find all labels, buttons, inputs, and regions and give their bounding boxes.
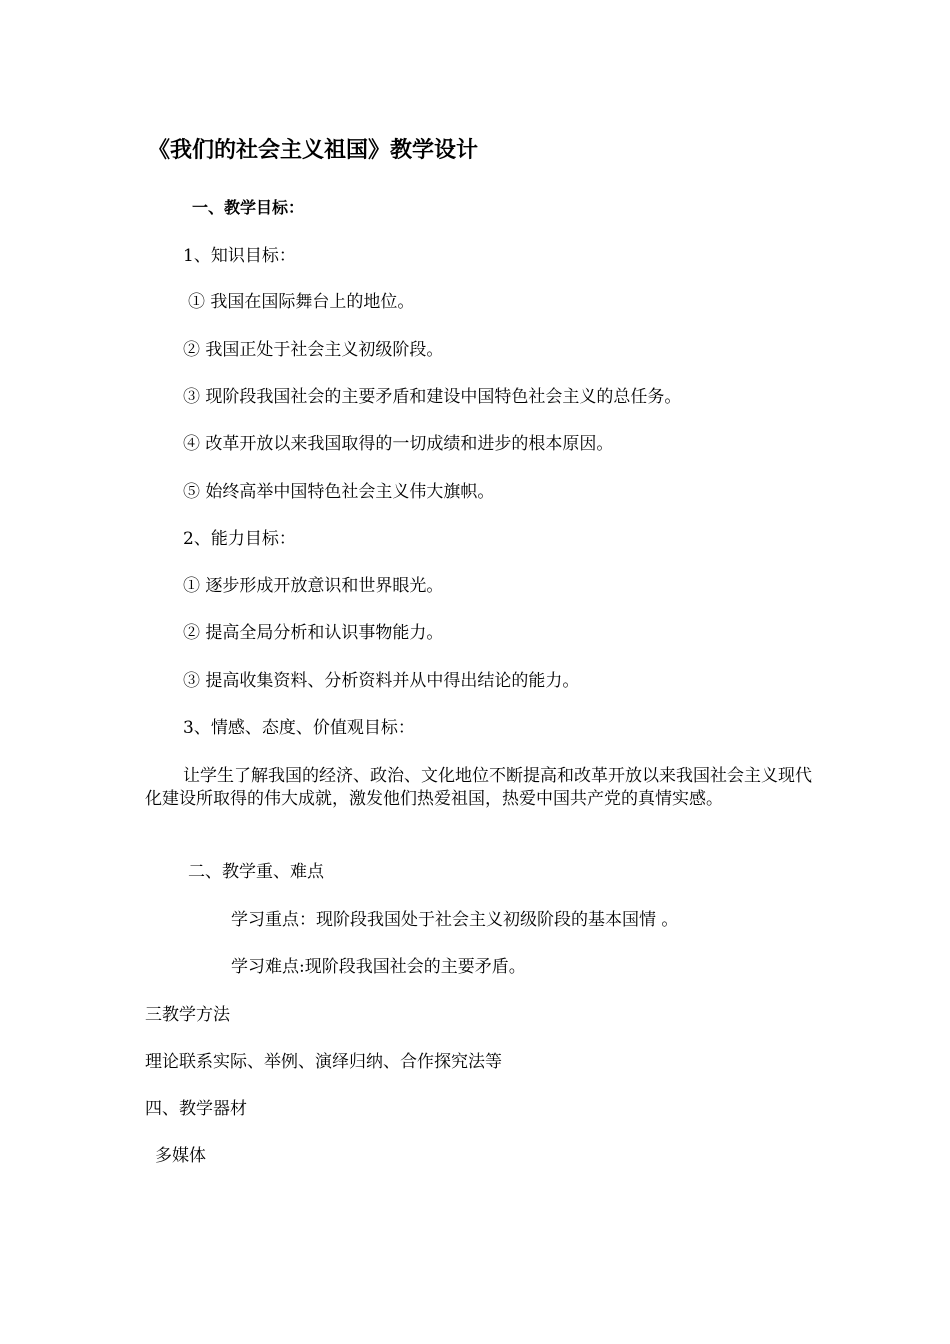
subheading-knowledge-goals: 1、知识目标： [183,246,296,266]
ability-item-2: ② 提高全局分析和认识事物能力。 [183,623,444,643]
knowledge-item-4: ④ 改革开放以来我国取得的一切成绩和进步的根本原因。 [183,434,614,454]
ability-item-3: ③ 提高收集资料、分析资料并从中得出结论的能力。 [183,671,580,691]
difficulty-text: 学习难点:现阶段我国社会的主要矛盾。 [231,957,526,977]
knowledge-item-5: ⑤ 始终高举中国特色社会主义伟大旗帜。 [183,482,495,502]
knowledge-item-1: ① 我国在国际舞台上的地位。 [188,292,415,312]
teaching-equipment-text: 多媒体 [155,1146,206,1166]
ability-item-1: ① 逐步形成开放意识和世界眼光。 [183,576,444,596]
section-heading-teaching-equipment: 四、教学器材 [145,1099,247,1119]
subheading-emotion-goals: 3、情感、态度、价值观目标： [183,718,415,738]
section-heading-teaching-goals: 一、教学目标： [192,198,305,217]
teaching-methods-text: 理论联系实际、举例、演绎归纳、合作探究法等 [145,1052,502,1072]
section-heading-teaching-methods: 三教学方法 [145,1005,230,1025]
document-title: 《我们的社会主义祖国》教学设计 [148,138,479,163]
key-point-text: 学习重点：现阶段我国处于社会主义初级阶段的基本国情 。 [231,910,679,930]
knowledge-item-2: ② 我国正处于社会主义初级阶段。 [183,340,444,360]
knowledge-item-3: ③ 现阶段我国社会的主要矛盾和建设中国特色社会主义的总任务。 [183,387,682,407]
section-heading-key-difficult-points: 二、教学重、难点 [188,862,324,882]
subheading-ability-goals: 2、能力目标： [183,529,296,549]
emotion-goals-paragraph: 让学生了解我国的经济、政治、文化地位不断提高和改革开放以来我国社会主义现代化建设所取得的伟大成就，激发他们热爱祖国，热爱中国共产党的真情实感。 [145,766,812,809]
